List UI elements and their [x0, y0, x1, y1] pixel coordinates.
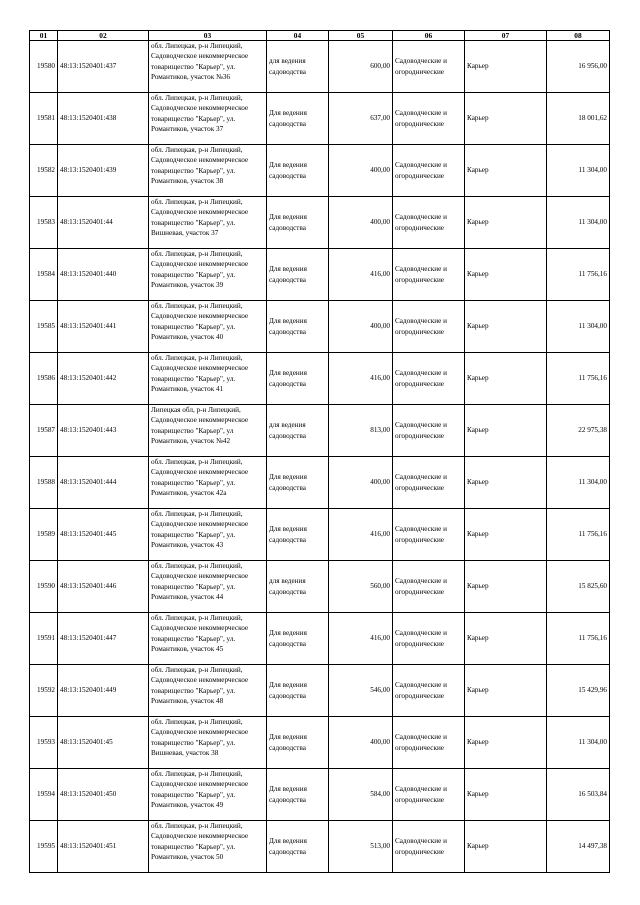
value-cell: 11 756,16 — [547, 353, 610, 405]
area-cell: 416,00 — [329, 353, 393, 405]
table-row — [30, 145, 610, 197]
row-number: 19582 — [30, 145, 58, 197]
category-cell: Садоводческие и огороднические — [393, 509, 465, 561]
cadastral-number: 48:13:1520401:441 — [58, 301, 149, 353]
address-cell — [149, 561, 267, 613]
column-header-04: 04 — [267, 31, 329, 41]
address-cell — [149, 717, 267, 769]
table-row — [30, 561, 610, 613]
table-row — [30, 769, 610, 821]
column-header-06: 06 — [393, 31, 465, 41]
area-cell: 400,00 — [329, 145, 393, 197]
name-cell: Карьер — [465, 665, 547, 717]
category-cell: Садоводческие и огороднические — [393, 665, 465, 717]
area-cell: 584,00 — [329, 769, 393, 821]
table-row — [30, 665, 610, 717]
address-cell — [149, 405, 267, 457]
row-number: 19584 — [30, 249, 58, 301]
address-cell — [149, 613, 267, 665]
cadastral-number: 48:13:1520401:439 — [58, 145, 149, 197]
row-number: 19592 — [30, 665, 58, 717]
value-cell: 11 304,00 — [547, 457, 610, 509]
value-cell: 15 429,96 — [547, 665, 610, 717]
cadastral-number: 48:13:1520401:45 — [58, 717, 149, 769]
table-row — [30, 509, 610, 561]
area-cell: 400,00 — [329, 457, 393, 509]
cadastral-number: 48:13:1520401:449 — [58, 665, 149, 717]
table-row — [30, 457, 610, 509]
table-row — [30, 301, 610, 353]
address-cell — [149, 769, 267, 821]
purpose-cell: Для ведения садоводства — [267, 509, 329, 561]
column-header-01: 01 — [30, 31, 58, 41]
category-cell: Садоводческие и огороднические — [393, 41, 465, 93]
area-cell: 600,00 — [329, 41, 393, 93]
category-cell: Садоводческие и огороднические — [393, 197, 465, 249]
table-row — [30, 93, 610, 145]
table-row — [30, 353, 610, 405]
value-cell: 11 756,16 — [547, 613, 610, 665]
column-header-08: 08 — [547, 31, 610, 41]
area-cell: 560,00 — [329, 561, 393, 613]
value-cell: 11 756,16 — [547, 249, 610, 301]
area-cell: 513,00 — [329, 821, 393, 873]
row-number: 19589 — [30, 509, 58, 561]
purpose-cell: Для ведения садоводства — [267, 249, 329, 301]
area-cell: 637,00 — [329, 93, 393, 145]
address-cell — [149, 457, 267, 509]
area-cell: 400,00 — [329, 197, 393, 249]
area-cell: 813,00 — [329, 405, 393, 457]
table-row — [30, 613, 610, 665]
address-cell — [149, 197, 267, 249]
purpose-cell: Для ведения садоводства — [267, 301, 329, 353]
table-row — [30, 41, 610, 93]
value-cell: 11 304,00 — [547, 197, 610, 249]
address-text: обл. Липецкая, р-н Липецкий, Садоводческое некоммерческое товарищество "Карьер", ул. Романтиков, участок 40 — [151, 302, 249, 342]
address-text: обл. Липецкая, р-н Липецкий, Садоводческое некоммерческое товарищество "Карьер", ул. Романтиков, участок 37 — [151, 94, 249, 134]
value-cell: 16 956,00 — [547, 41, 610, 93]
purpose-cell: Для ведения садоводства — [267, 613, 329, 665]
cadastral-number: 48:13:1520401:438 — [58, 93, 149, 145]
cadastral-number: 48:13:1520401:443 — [58, 405, 149, 457]
value-cell: 22 975,38 — [547, 405, 610, 457]
category-cell: Садоводческие и огороднические — [393, 405, 465, 457]
table-row — [30, 249, 610, 301]
address-text: обл. Липецкая, р-н Липецкий, Садоводческое некоммерческое товарищество "Карьер", ул. Вишневая, участок 38 — [151, 718, 249, 758]
table-row — [30, 717, 610, 769]
address-text: обл. Липецкая, р-н Липецкий, Садоводческое некоммерческое товарищество "Карьер", ул. Романтиков, участок №36 — [151, 42, 249, 82]
purpose-cell: для ведения садоводства — [267, 41, 329, 93]
row-number: 19588 — [30, 457, 58, 509]
area-cell: 400,00 — [329, 717, 393, 769]
value-cell: 15 825,60 — [547, 561, 610, 613]
name-cell: Карьер — [465, 41, 547, 93]
purpose-cell: для ведения садоводства — [267, 405, 329, 457]
area-cell: 546,00 — [329, 665, 393, 717]
address-text: обл. Липецкая, р-н Липецкий, Садоводческое некоммерческое товарищество "Карьер", ул. Романтиков, участок 38 — [151, 146, 249, 186]
cadastral-number: 48:13:1520401:447 — [58, 613, 149, 665]
row-number: 19590 — [30, 561, 58, 613]
name-cell: Карьер — [465, 249, 547, 301]
area-cell: 416,00 — [329, 613, 393, 665]
column-header-02: 02 — [58, 31, 149, 41]
category-cell: Садоводческие и огороднические — [393, 769, 465, 821]
category-cell: Садоводческие и огороднические — [393, 301, 465, 353]
address-text: обл. Липецкая, р-н Липецкий, Садоводческое некоммерческое товарищество "Карьер", ул. Романтиков, участок 48 — [151, 666, 249, 706]
value-cell: 11 756,16 — [547, 509, 610, 561]
cadastral-number: 48:13:1520401:445 — [58, 509, 149, 561]
address-text: обл. Липецкая, р-н Липецкий, Садоводческое некоммерческое товарищество "Карьер", ул. Романтиков, участок 41 — [151, 354, 249, 394]
address-cell — [149, 509, 267, 561]
row-number: 19581 — [30, 93, 58, 145]
table-row — [30, 197, 610, 249]
address-text: обл. Липецкая, р-н Липецкий, Садоводческое некоммерческое товарищество "Карьер", ул. Романтиков, участок 50 — [151, 822, 249, 862]
name-cell: Карьер — [465, 457, 547, 509]
address-cell — [149, 145, 267, 197]
row-number: 19580 — [30, 41, 58, 93]
name-cell: Карьер — [465, 613, 547, 665]
address-text: обл. Липецкая, р-н Липецкий, Садоводческое некоммерческое товарищество "Карьер", ул. Романтиков, участок 39 — [151, 250, 249, 290]
address-text: Липецкая обл, р-н Липецкий, Садоводческое некоммерческое товарищество "Карьер", ул Романтиков, участок №42 — [151, 406, 249, 446]
address-text: обл. Липецкая, р-н Липецкий, Садоводческое некоммерческое товарищество "Карьер", ул. Романтиков, участок 49 — [151, 770, 249, 810]
address-cell — [149, 249, 267, 301]
row-number: 19586 — [30, 353, 58, 405]
address-text: обл. Липецкая, р-н Липецкий, Садоводческое некоммерческое товарищество "Карьер", ул. Вишневая, участок 37 — [151, 198, 249, 238]
address-cell — [149, 93, 267, 145]
address-text: обл. Липецкая, р-н Липецкий, Садоводческое некоммерческое товарищество "Карьер", ул. Романтиков, участок 45 — [151, 614, 249, 654]
column-header-07: 07 — [465, 31, 547, 41]
name-cell: Карьер — [465, 405, 547, 457]
name-cell: Карьер — [465, 509, 547, 561]
purpose-cell: Для ведения садоводства — [267, 93, 329, 145]
address-text: обл. Липецкая, р-н Липецкий, Садоводческое некоммерческое товарищество "Карьер", ул. Романтиков, участок 42а — [151, 458, 249, 498]
row-number: 19591 — [30, 613, 58, 665]
name-cell: Карьер — [465, 769, 547, 821]
address-cell — [149, 41, 267, 93]
name-cell: Карьер — [465, 197, 547, 249]
name-cell: Карьер — [465, 93, 547, 145]
cadastral-number: 48:13:1520401:450 — [58, 769, 149, 821]
category-cell: Садоводческие и огороднические — [393, 353, 465, 405]
area-cell: 416,00 — [329, 509, 393, 561]
cadastral-number: 48:13:1520401:444 — [58, 457, 149, 509]
purpose-cell: Для ведения садоводства — [267, 353, 329, 405]
purpose-cell: Для ведения садоводства — [267, 717, 329, 769]
registry-table — [29, 30, 610, 873]
address-cell — [149, 353, 267, 405]
row-number: 19594 — [30, 769, 58, 821]
value-cell: 11 304,00 — [547, 717, 610, 769]
value-cell: 14 497,38 — [547, 821, 610, 873]
header-row — [30, 31, 610, 41]
row-number: 19595 — [30, 821, 58, 873]
purpose-cell: Для ведения садоводства — [267, 145, 329, 197]
name-cell: Карьер — [465, 353, 547, 405]
cadastral-number: 48:13:1520401:442 — [58, 353, 149, 405]
category-cell: Садоводческие и огороднические — [393, 821, 465, 873]
category-cell: Садоводческие и огороднические — [393, 457, 465, 509]
purpose-cell: для ведения садоводства — [267, 561, 329, 613]
name-cell: Карьер — [465, 145, 547, 197]
category-cell: Садоводческие и огороднические — [393, 717, 465, 769]
column-header-05: 05 — [329, 31, 393, 41]
row-number: 19593 — [30, 717, 58, 769]
category-cell: Садоводческие и огороднические — [393, 145, 465, 197]
purpose-cell: Для ведения садоводства — [267, 665, 329, 717]
value-cell: 16 503,84 — [547, 769, 610, 821]
row-number: 19583 — [30, 197, 58, 249]
address-cell — [149, 821, 267, 873]
category-cell: Садоводческие и огороднические — [393, 249, 465, 301]
name-cell: Карьер — [465, 301, 547, 353]
category-cell: Садоводческие и огороднические — [393, 561, 465, 613]
category-cell: Садоводческие и огороднические — [393, 93, 465, 145]
purpose-cell: Для ведения садоводства — [267, 457, 329, 509]
name-cell: Карьер — [465, 717, 547, 769]
purpose-cell: Для ведения садоводства — [267, 769, 329, 821]
address-text: обл. Липецкая, р-н Липецкий, Садоводческое некоммерческое товарищество "Карьер", ул. Романтиков, участок 44 — [151, 562, 249, 602]
cadastral-number: 48:13:1520401:44 — [58, 197, 149, 249]
purpose-cell: Для ведения садоводства — [267, 197, 329, 249]
cadastral-number: 48:13:1520401:440 — [58, 249, 149, 301]
address-cell — [149, 301, 267, 353]
address-cell — [149, 665, 267, 717]
name-cell: Карьер — [465, 561, 547, 613]
table-row — [30, 821, 610, 873]
cadastral-number: 48:13:1520401:451 — [58, 821, 149, 873]
name-cell: Карьер — [465, 821, 547, 873]
purpose-cell: Для ведения садоводства — [267, 821, 329, 873]
address-text: обл. Липецкая, р-н Липецкий, Садоводческое некоммерческое товарищество "Карьер", ул. Романтиков, участок 43 — [151, 510, 249, 550]
value-cell: 11 304,00 — [547, 301, 610, 353]
row-number: 19585 — [30, 301, 58, 353]
area-cell: 400,00 — [329, 301, 393, 353]
table-row — [30, 405, 610, 457]
cadastral-number: 48:13:1520401:437 — [58, 41, 149, 93]
area-cell: 416,00 — [329, 249, 393, 301]
value-cell: 11 304,00 — [547, 145, 610, 197]
column-header-03: 03 — [149, 31, 267, 41]
cadastral-number: 48:13:1520401:446 — [58, 561, 149, 613]
value-cell: 18 001,62 — [547, 93, 610, 145]
row-number: 19587 — [30, 405, 58, 457]
category-cell: Садоводческие и огороднические — [393, 613, 465, 665]
